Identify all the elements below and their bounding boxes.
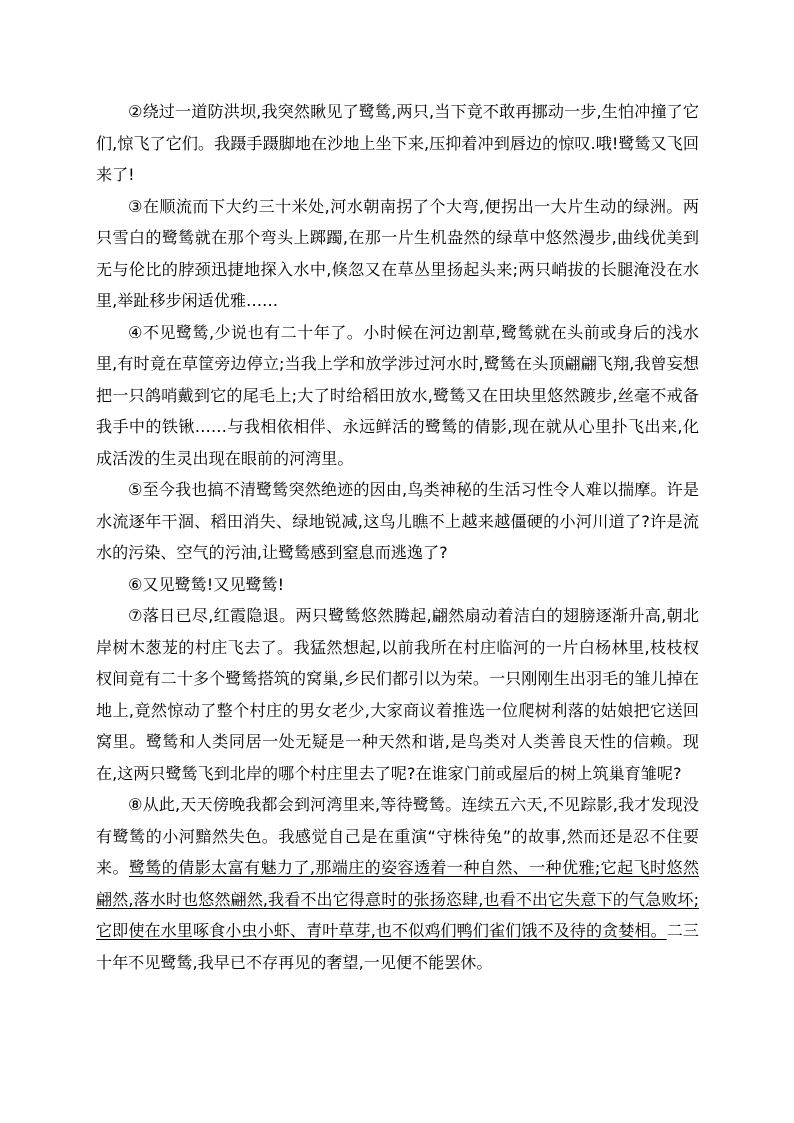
paragraph-8 <box>96 789 699 978</box>
paragraph-4: ④不见鹭鸶,少说也有二十年了。小时候在河边割草,鹭鸶就在头前或身后的浅水里,有时竟在草筐旁边停立;当我上学和放学涉过河水时,鹭鸶在头顶翩翩飞翔,我曾妄想把一只鸽哨戴到它的尾毛上;大了时给稻田放水,鹭鸶又在田块里悠然踱步,丝毫不戒备我手中的铁锹……与我相依相伴、永远鲜活的鹭鸶的倩影,现在就从心里扑飞出来,化成活泼的生灵出现在眼前的河湾里。 <box>96 322 699 468</box>
paragraph-6: ⑥又见鹭鸶!又见鹭鸶! <box>128 574 285 594</box>
document-page <box>96 96 699 978</box>
paragraph-7: ⑦落日已尽,红霞隐退。两只鹭鸶悠然腾起,翩然扇动着洁白的翅膀逐渐升高,朝北岸树木葱茏的村庄飞去了。我猛然想起,以前我所在村庄临河的一片白杨林里,枝枝杈杈间竟有二十多个鹭鸶搭筑的窝巢,乡民们都引以为荣。一只刚刚生出羽毛的雏儿掉在地上,竟然惊动了整个村庄的男女老少,大家商议着推选一位爬树利落的姑娘把它送回窝里。鹭鸶和人类同居一处无疑是一种天然和谐,是鸟类对人类善良天性的信赖。现在,这两只鹭鸶飞到北岸的哪个村庄里去了呢?在谁家门前或屋后的树上筑巢育雏呢? <box>96 606 699 783</box>
paragraph-5: ⑤至今我也搞不清鹭鸶突然绝迹的因由,鸟类神秘的生活习性令人难以揣摩。许是水流逐年干涸、稻田消失、绿地锐减,这鸟儿瞧不上越来越僵硬的小河川道了?许是流水的污染、空气的污油,让鹭鸶感到窒息而逃逸了? <box>96 480 699 562</box>
paragraph-8-lead: ⑧从此,天天傍晚我都会到河湾里来,等待鹭鸶。连续五六天,不见踪影,我才发现没有鹭鸶的小河黯然失色。我感觉自己是在重演“守株待兔”的故事,然而还是忍不住要来。 <box>96 795 699 877</box>
underlined-passage: 鹭鸶的倩影太富有魅力了,那端庄的姿容透着一种自然、一种优雅;它起飞时悠然翩然,落水时也悠然翩然,我看不出它得意时的张扬恣肆,也看不出它失意下的气急败坏;它即使在水里啄食小虫小虾、青叶草芽,也不似鸡们鸭们雀们饿不及待的贪婪相。 <box>96 858 700 940</box>
paragraph-3: ③在顺流而下大约三十米处,河水朝南拐了个大弯,便拐出一大片生动的绿洲。两只雪白的鹭鸶就在那个弯头上踯躅,在那一片生机盎然的绿草中悠然漫步,曲线优美到无与伦比的脖颈迅捷地探入水中,倏忽又在草丛里扬起头来;两只峭拔的长腿淹没在水里,举趾移步闲适优雅…… <box>96 196 699 310</box>
paragraph-8-tail: 二三十年不见鹭鸶,我早已不存再见的奢望,一见便不能罢休。 <box>96 921 700 972</box>
paragraph-2: ②绕过一道防洪坝,我突然瞅见了鹭鸶,两只,当下竟不敢再挪动一步,生怕冲撞了它们,惊飞了它们。我蹑手蹑脚地在沙地上坐下来,压抑着冲到唇边的惊叹.哦!鹭鸶又飞回来了! <box>96 102 699 184</box>
